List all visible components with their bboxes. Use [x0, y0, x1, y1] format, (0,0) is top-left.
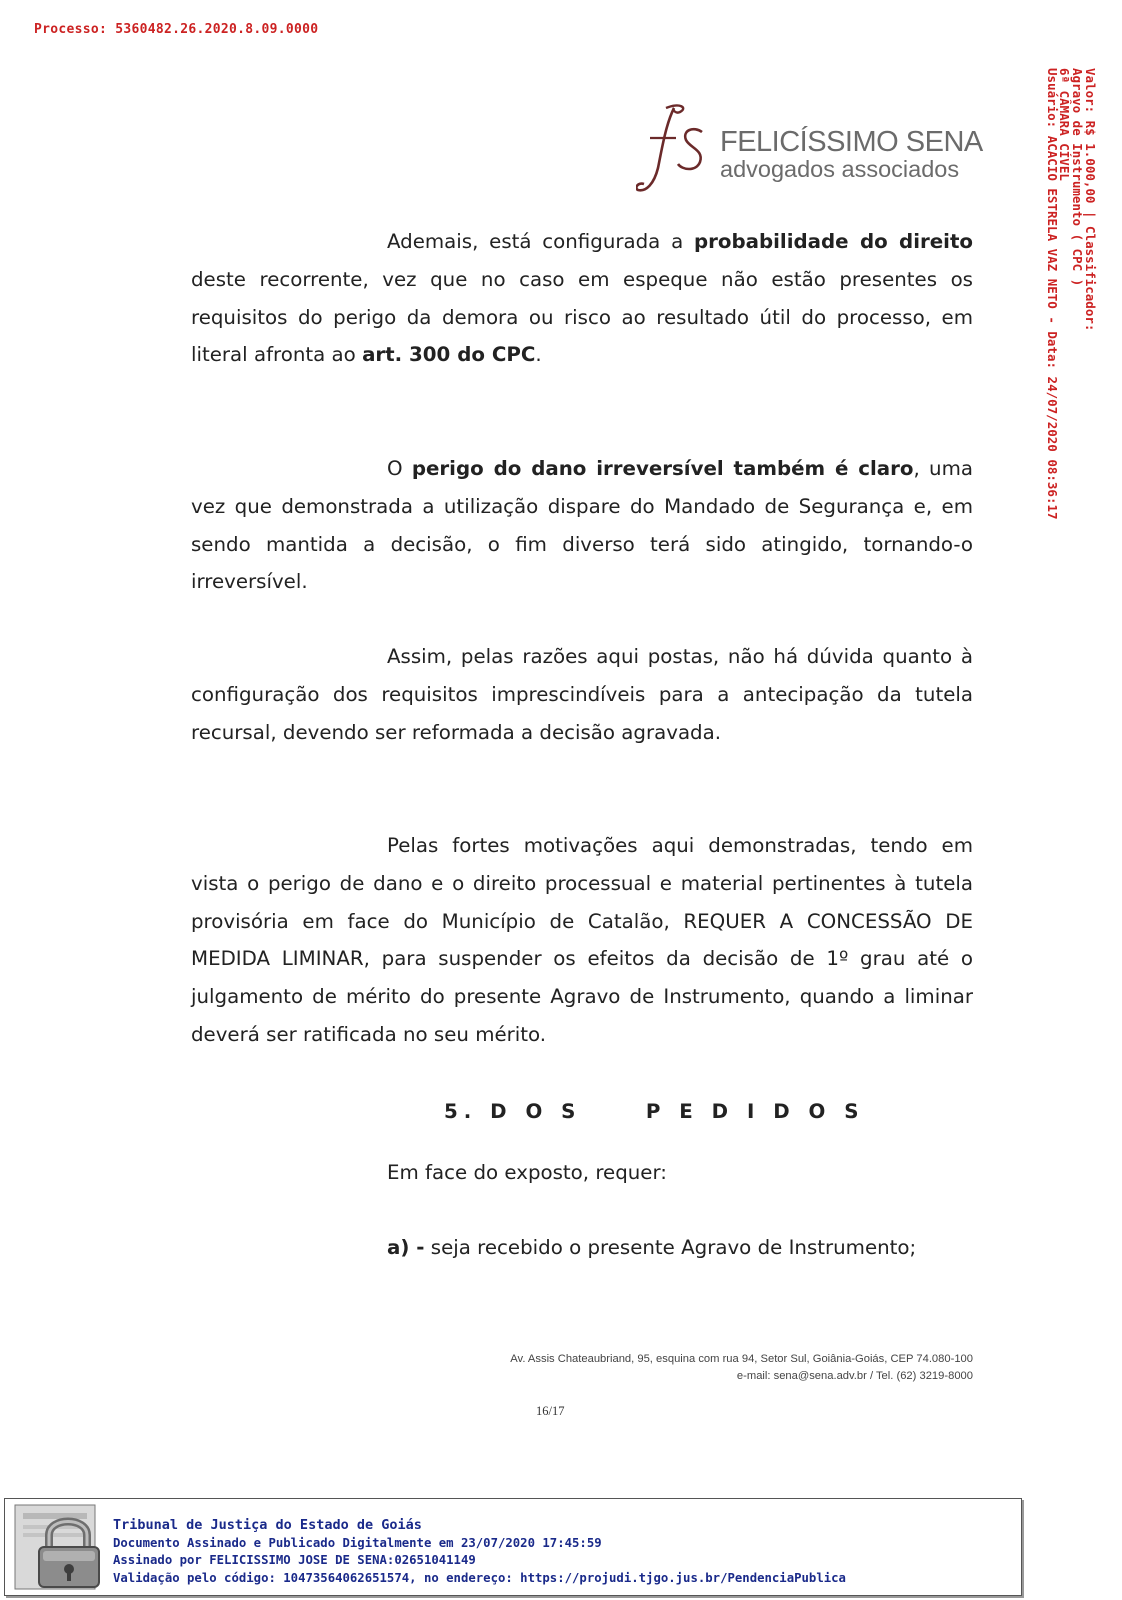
text-run: O	[387, 457, 412, 480]
process-number-header: Processo: 5360482.26.2020.8.09.0000	[34, 22, 319, 37]
signature-validation: Validação pelo código: 10473564062651574, no endereço: https://projudi.tjgo.jus.br/PendenciaPublica	[113, 1570, 846, 1585]
page-number: 16/17	[536, 1404, 565, 1418]
signature-details	[113, 1517, 846, 1587]
requests-intro: Em face do exposto, requer:	[387, 1161, 667, 1184]
side-stamp-line: 6ª CÂMARA CÍVEL	[1057, 68, 1073, 181]
footer-contact: e-mail: sena@sena.adv.br / Tel. (62) 3219-8000	[736, 1370, 973, 1382]
side-stamp-line: Agravo de Instrumento ( CPC )	[1070, 68, 1086, 287]
section-heading: 5. D O S P E D I D O S	[444, 1100, 865, 1123]
paragraph-injunction-request: Pelas fortes motivações aqui demonstradas, tendo em vista o perigo de dano e o direito processual e material pertinentes à tutela provisória em face do Município de Catalão, REQUER A CONCESSÃO DE MEDIDA LIMINAR, para suspender os efeitos da decisão de 1º grau até o julgamento de mérito do presente Agravo de Instrumento, quando a liminar deverá ser ratificada no seu mérito.	[191, 834, 973, 1046]
signature-signed-by: Assinado por FELICISSIMO JOSE DE SENA:02651041149	[113, 1553, 476, 1567]
signature-court: Tribunal de Justiça do Estado de Goiás	[113, 1517, 422, 1533]
text-run: Ademais, está configurada a	[387, 230, 694, 253]
bold-run: art. 300 do CPC	[362, 343, 536, 367]
side-stamp	[1045, 68, 1096, 520]
lock-icon	[13, 1503, 109, 1591]
digital-signature-box	[4, 1498, 1022, 1596]
side-stamp-line: Valor: R$ 1.000,00 | Classificador:	[1083, 68, 1098, 332]
bold-run: probabilidade do direito	[693, 230, 973, 253]
request-item-a	[387, 1236, 916, 1259]
paragraph-requirements: Assim, pelas razões aqui postas, não há dúvida quanto à configuração dos requisitos imprescindíveis para a antecipação da tutela recursal, devendo ser reformada a decisão agravada.	[191, 645, 973, 744]
item-marker: a) -	[387, 1236, 425, 1259]
item-text: seja recebido o presente Agravo de Instrumento;	[424, 1236, 917, 1259]
law-firm-logo	[636, 104, 983, 196]
text-run: deste recorrente, vez que no caso em espeque não estão presentes os requisitos do perigo da demora ou risco ao resultado útil do processo, em literal afronta ao	[191, 267, 973, 367]
paragraph-probability	[191, 223, 973, 374]
signature-published: Documento Assinado e Publicado Digitalmente em 23/07/2020 17:45:59	[113, 1535, 602, 1550]
paragraph-irreversible-damage	[191, 450, 973, 601]
side-stamp-line: Usuário: ACACIO ESTRELA VAZ NETO - Data: 24/07/2020 08:36:17	[1044, 68, 1060, 520]
text-run: , uma vez que demonstrada a utilização dispare do Mandado de Segurança e, em sendo mantida a decisão, o fim diverso terá sido atingido, tornando-o irreversível.	[191, 457, 973, 594]
firm-tagline: advogados associados	[720, 156, 960, 182]
firm-name: FELICÍSSIMO SENA	[720, 126, 983, 158]
fs-monogram-icon	[636, 104, 716, 196]
text-run: .	[535, 343, 542, 367]
footer-address: Av. Assis Chateaubriand, 95, esquina com rua 94, Setor Sul, Goiânia-Goiás, CEP 74.080-100	[510, 1353, 973, 1365]
bold-run: perigo do dano irreversível também é claro	[411, 457, 914, 480]
